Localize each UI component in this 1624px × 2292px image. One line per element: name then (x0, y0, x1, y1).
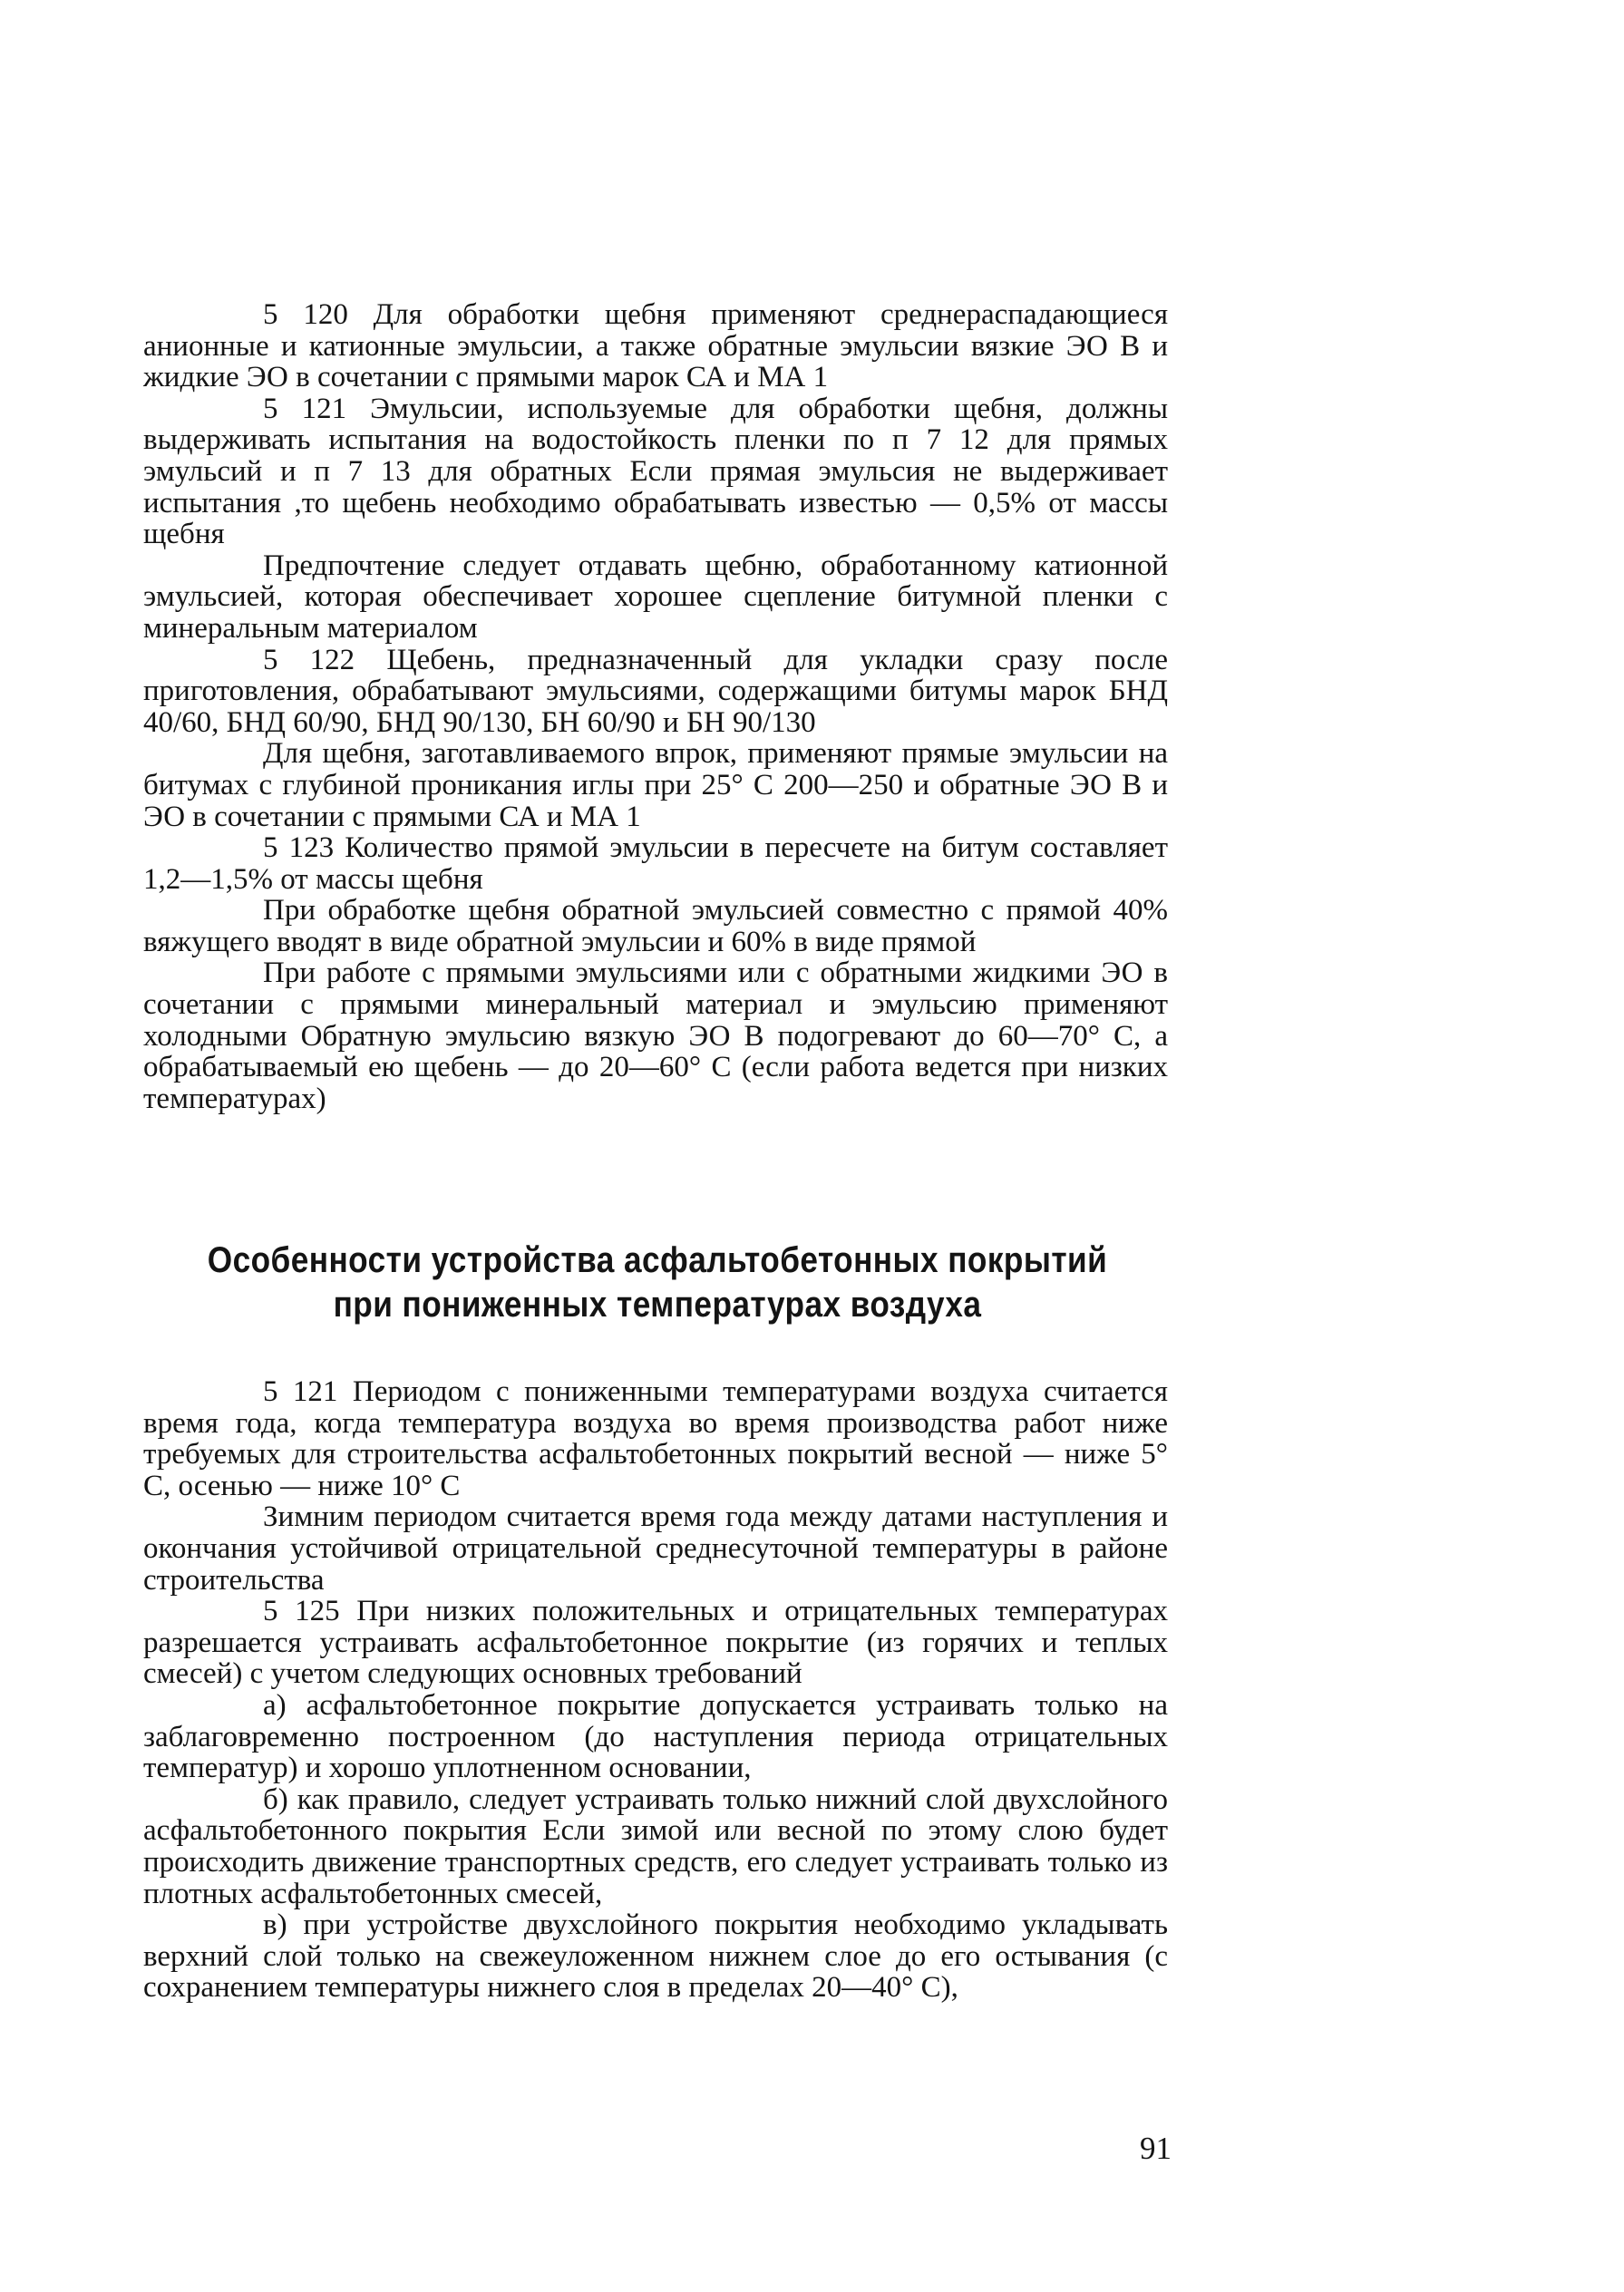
list-item-b: б) как правило, следует устраивать только нижний слой двухслойного асфальтобетонного покрытия Если зимой или весной по этому слою будет происходить движение транспортных средств, его следует устраивать только из плотных асфальтобетонных смесей, (143, 1782, 1168, 1910)
paragraph-5-121-period: 5 121 Периодом с пониженными температурами воздуха считается время года, когда температура воздуха во время производства работ ниже требуемых для строительства асфальтобетонных покрытий весной — ниже 5° С, осенью — ниже 10° С (143, 1375, 1168, 1502)
paragraph-stockpile: Для щебня, заготавливаемого впрок, применяют прямые эмульсии на битумах с глубиной проникания иглы при 25° С 200—250 и обратные ЭО В и ЭО в сочетании с прямыми СА и МА 1 (143, 737, 1168, 833)
paragraph-heating: При работе с прямыми эмульсиями или с обратными жидкими ЭО в сочетании с прямыми минеральный материал и эмульсию применяют холодными Обратную эмульсию вязкую ЭО В подогревают до 60—70° С, а обрабатываемый ею щебень — до 20—60° С (если работа ведется при низких температурах) (143, 957, 1168, 1115)
page-number: 91 (1140, 2131, 1172, 2166)
paragraph-preference: Предпочтение следует отдавать щебню, обработанному катионной эмульсией, которая обеспечивает хорошее сцепление битумной пленки с минеральным материалом (143, 549, 1168, 645)
section-title-line-1: Особенности устройства асфальтобетонных покрытий (207, 1240, 1108, 1280)
paragraph-5-120: 5 120 Для обработки щебня применяют среднераспадающиеся анионные и катионные эмульсии, а также обратные эмульсии вязкие ЭО В и жидкие ЭО в сочетании с прямыми марок СА и МА 1 (143, 298, 1168, 394)
paragraph-combined-emulsion: При обработке щебня обратной эмульсией совместно с прямой 40% вяжущего вводят в виде обратной эмульсии и 60% в виде прямой (143, 894, 1168, 958)
paragraph-5-125: 5 125 При низких положительных и отрицательных температурах разрешается устраивать асфальтобетонное покрытие (из горячих и теплых смесей) с учетом следующих основных требований (143, 1595, 1168, 1691)
paragraph-5-122: 5 122 Щебень, предназначенный для укладки сразу после приготовления, обрабатывают эмульсиями, содержащими битумы марок БНД 40/60, БНД 60/90, БНД 90/130, БН 60/90 и БН 90/130 (143, 643, 1168, 739)
top-text-block (143, 299, 1168, 1114)
paragraph-winter-period: Зимним периодом считается время года между датами наступления и окончания устойчивой отрицательной среднесуточной температуры в районе строительства (143, 1500, 1168, 1597)
paragraph-5-121-emulsions: 5 121 Эмульсии, используемые для обработки щебня, должны выдерживать испытания на водостойкость пленки по п 7 12 для прямых эмульсий и п 7 13 для обратных Если прямая эмульсия не выдерживает испытания ,то щебень необходимо обрабатывать известью — 0,5% от массы щебня (143, 392, 1168, 551)
section-title-line-2: при пониженных температурах воздуха (333, 1285, 982, 1325)
list-item-v: в) при устройстве двухслойного покрытия необходимо укладывать верхний слой только на свежеуложенном нижнем слое до его остывания (с сохранением температуры нижнего слоя в пределах 20—40° С), (143, 1908, 1168, 2005)
section-title (175, 1238, 1141, 1327)
list-item-a: а) асфальтобетонное покрытие допускается устраивать только на заблаговременно построенном (до наступления периода отрицательных температур) и хорошо уплотненном основании, (143, 1688, 1168, 1785)
paragraph-5-123: 5 123 Количество прямой эмульсии в пересчете на битум составляет 1,2—1,5% от массы щебня (143, 831, 1168, 896)
bottom-text-block (143, 1376, 1168, 2004)
